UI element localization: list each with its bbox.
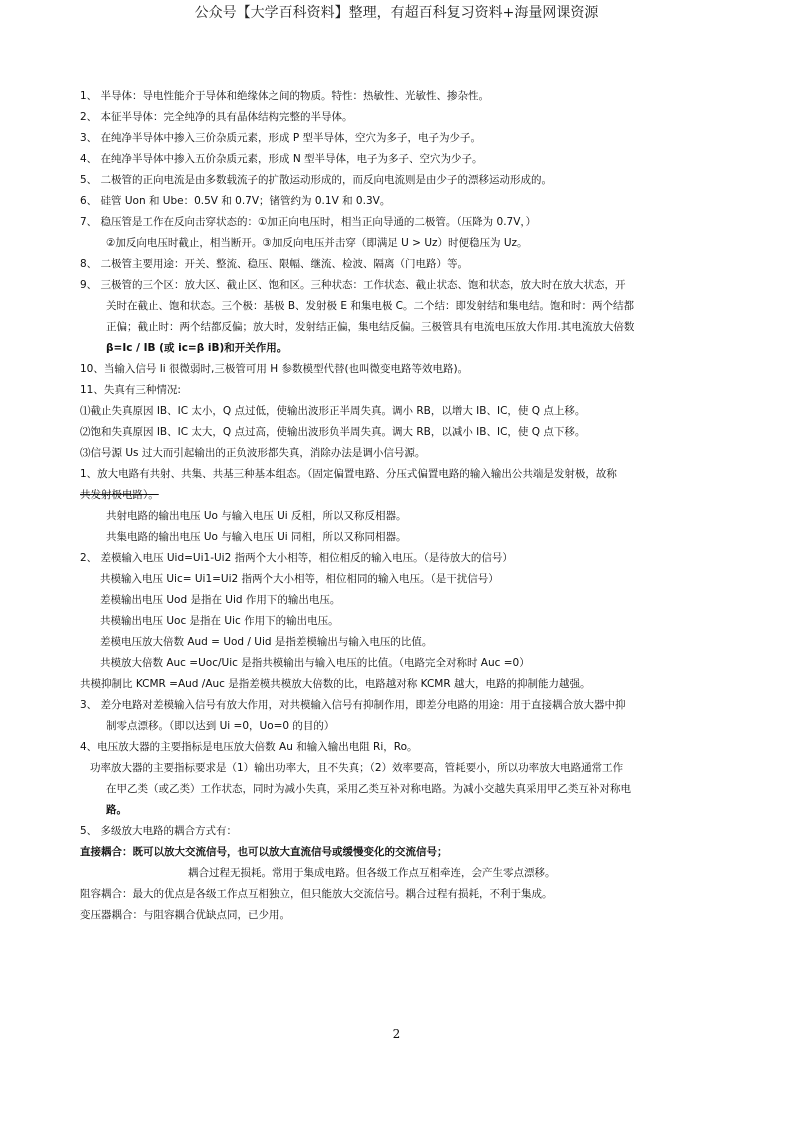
document-body: [80, 86, 720, 926]
line-3: 3、 在纯净半导体中掺入三价杂质元素，形成 P 型半导体，空穴为多子，电子为少子。: [80, 132, 482, 144]
line-2: 2、 本征半导体：完全纯净的具有晶体结构完整的半导体。: [80, 111, 353, 123]
line-12: 正偏；截止时：两个结都反偏；放大时，发射结正偏，集电结反偏。三极管具有电流电压放大作用.其电流放大倍数: [106, 321, 635, 333]
line-40: 变压器耦合：与阻容耦合优缺点同，已少用。: [80, 909, 290, 921]
line-1: 1、 半导体：导电性能介于导体和绝缘体之间的物质。特性：热敏性、光敏性、掺杂性。: [80, 90, 490, 102]
line-29: 共模抑制比 KCMR =Aud /Auc 是指差模共模放大倍数的比，电路越对称 KCMR 越大，电路的抑制能力越强。: [80, 678, 591, 690]
line-22: 共集电路的输出电压 Uo 与输入电压 Ui 同相，所以又称同相器。: [106, 531, 407, 543]
line-33: 功率放大器的主要指标要求是（1）输出功率大，且不失真；（2）效率要高，管耗要小，所以功率放大电路通常工作: [90, 762, 624, 774]
line-27: 差模电压放大倍数 Aud = Uod / Uid 是指差模输出与输入电压的比值。: [100, 636, 433, 648]
line-30: 3、 差分电路对差模输入信号有放大作用，对共模输入信号有抑制作用，即差分电路的用途：用于直接耦合放大器中抑: [80, 699, 626, 711]
line-10: 9、 三极管的三个区：放大区、截止区、饱和区。三种状态：工作状态、截止状态、饱和状态，放大时在放大状态，开: [80, 279, 626, 291]
line-37: 直接耦合：既可以放大交流信号，也可以放大直流信号或缓慢变化的交流信号；: [80, 846, 448, 858]
line-11: 关时在截止、饱和状态。三个极：基极 B、发射极 E 和集电极 C。二个结：即发射结和集电结。饱和时：两个结都: [106, 300, 635, 312]
line-26: 共模输出电压 Uoc 是指在 Uic 作用下的输出电压。: [100, 615, 339, 627]
line-24: 共模输入电压 Uic= Ui1=Ui2 指两个大小相等，相位相同的输入电压。（是干扰信号）: [100, 573, 499, 585]
line-38: 耦合过程无损耗。常用于集成电路。但各级工作点互相牵连，会产生零点漂移。: [188, 867, 556, 879]
line-23: 2、 差模输入电压 Uid=Ui1-Ui2 指两个大小相等，相位相反的输入电压。（是待放大的信号）: [80, 552, 513, 564]
line-9: 8、 二极管主要用途：开关、整流、稳压、限幅、继流、检波、隔离（门电路）等。: [80, 258, 469, 270]
line-16: ⑴截止失真原因 IB、IC 太小，Q 点过低，使输出波形正半周失真。调小 RB，以增大 IB、IC，使 Q 点上移。: [80, 405, 586, 417]
line-31: 制零点漂移。（即以达到 Ui =0，Uo=0 的目的）: [106, 720, 335, 732]
line-25: 差模输出电压 Uod 是指在 Uid 作用下的输出电压。: [100, 594, 341, 606]
line-14: 10、当输入信号 Ii 很微弱时,三极管可用 H 参数模型代替(也叫微变电路等效电路)。: [80, 363, 469, 375]
line-36: 5、 多级放大电路的耦合方式有：: [80, 825, 238, 837]
line-4: 4、 在纯净半导体中掺入五价杂质元素，形成 N 型半导体，电子为多子、空穴为少子。: [80, 153, 483, 165]
page-number: 2: [392, 1027, 401, 1041]
line-20: 共发射极电路）。: [80, 489, 159, 501]
line-32: 4、电压放大器的主要指标是电压放大倍数 Au 和输入输出电阻 Ri，Ro。: [80, 741, 418, 753]
line-19: 1、放大电路有共射、共集、共基三种基本组态。（固定偏置电路、分压式偏置电路的输入输出公共端是发射极，故称: [80, 468, 617, 480]
line-35: 路。: [106, 804, 127, 816]
line-21: 共射电路的输出电压 Uo 与输入电压 Ui 反相，所以又称反相器。: [106, 510, 407, 522]
line-34: 在甲乙类（或乙类）工作状态，同时为减小失真，采用乙类互补对称电路。为减小交越失真采用甲乙类互补对称电: [106, 783, 631, 795]
line-7: 7、 稳压管是工作在反向击穿状态的：①加正向电压时，相当正向导通的二极管。（压降为 0.7V，）: [80, 216, 537, 228]
line-18: ⑶信号源 Us 过大而引起输出的正负波形都失真，消除办法是调小信号源。: [80, 447, 426, 459]
line-15: 11、失真有三种情况:: [80, 384, 181, 396]
line-17: ⑵饱和失真原因 IB、IC 太大，Q 点过高，使输出波形负半周失真。调大 RB，以减小 IB、IC，使 Q 点下移。: [80, 426, 586, 438]
line-39: 阻容耦合：最大的优点是各级工作点互相独立，但只能放大交流信号。耦合过程有损耗，不利于集成。: [80, 888, 553, 900]
line-6: 6、 硅管 Uon 和 Ube：0.5V 和 0.7V；锗管约为 0.1V 和 0.3V。: [80, 195, 391, 207]
page-header: 公众号【大学百科资料】整理，有超百科复习资料+海量网课资源: [194, 5, 599, 21]
line-8: ②加反向电压时截止，相当断开。③加反向电压并击穿（即满足 U > Uz）时便稳压为 Uz。: [106, 237, 528, 249]
line-5: 5、 二极管的正向电流是由多数载流子的扩散运动形成的，而反向电流则是由少子的漂移运动形成的。: [80, 174, 553, 186]
line-13: β=Ic / IB (或 ic=β iB)和开关作用。: [106, 342, 288, 354]
line-28: 共模放大倍数 Auc =Uoc/Uic 是指共模输出与输入电压的比值。（电路完全对称时 Auc =0）: [100, 657, 530, 669]
